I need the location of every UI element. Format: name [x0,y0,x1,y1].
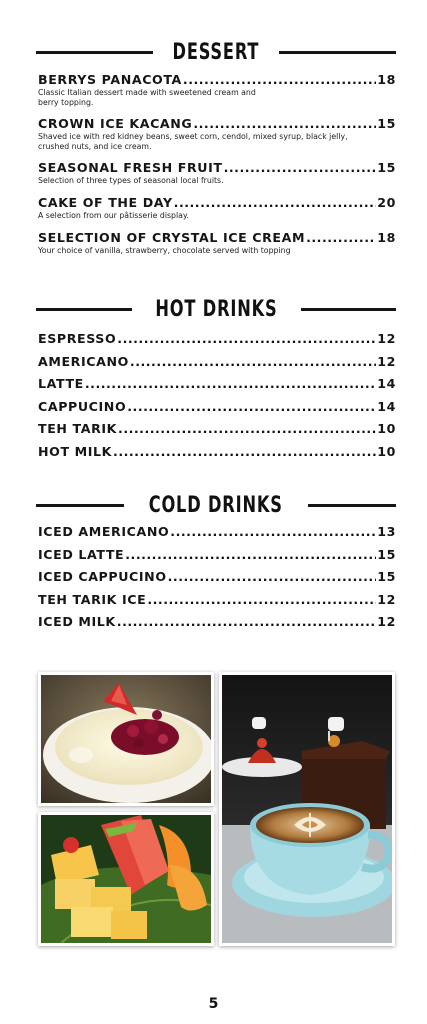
item-name: AMERICANO [38,353,129,369]
menu-item [38,592,396,615]
item-name: SELECTION OF CRYSTAL ICE CREAM [38,229,306,245]
dot-leader [168,569,377,584]
hot-drinks-list [38,331,396,466]
menu-item [38,569,396,592]
dot-leader [117,614,376,629]
menu-item [38,116,396,151]
panacota-photo [38,672,214,806]
item-description: Classic Italian dessert made with sweetened cream and berry topping. [38,88,256,107]
item-price: 20 [377,194,396,210]
menu-item [38,160,396,186]
header-rule-right [301,308,397,311]
hot-drinks-title: HOT DRINKS [154,297,278,322]
item-description: Selection of three types of seasonal local fruits. [38,176,224,186]
item-name: ICED LATTE [38,546,125,562]
item-name: CAKE OF THE DAY [38,194,173,210]
item-price: 14 [377,398,396,414]
menu-item [38,399,396,422]
item-price: 18 [377,72,396,87]
item-name: LATTE [38,376,84,391]
dot-leader [113,444,376,459]
dot-leader [306,230,376,245]
menu-item [38,354,396,377]
menu-item [38,614,396,637]
page-number: 5 [208,996,219,1012]
dessert-title: DESSERT [172,40,260,65]
item-name: BERRYS PANACOTA [38,72,182,87]
item-name: ICED CAPPUCINO [38,569,167,584]
menu-item [38,421,396,444]
menu-item [38,331,396,354]
menu-item [38,72,396,107]
item-price: 12 [377,591,396,607]
fruit-platter-photo [38,812,214,946]
header-rule-left [36,308,132,311]
menu-item [38,230,396,256]
dessert-header [36,40,396,65]
item-name: CAPPUCINO [38,398,127,414]
dot-leader [125,547,376,562]
menu-item [38,524,396,547]
item-price: 15 [377,569,396,584]
dessert-list [38,72,396,255]
item-name: ICED MILK [38,614,116,629]
item-name: ICED AMERICANO [38,524,170,539]
menu-item [38,547,396,570]
hot-drinks-header [36,297,396,322]
item-price: 13 [377,524,396,539]
cold-drinks-header [36,493,396,518]
menu-item [38,195,396,221]
item-name: TEH TARIK ICE [38,591,147,607]
item-price: 10 [377,443,396,459]
dot-leader [118,421,376,436]
dot-leader [183,72,376,87]
item-price: 15 [377,116,396,132]
item-price: 18 [377,229,396,245]
dot-leader [127,399,376,414]
dot-leader [170,524,376,539]
item-price: 12 [377,614,396,629]
item-name: HOT MILK [38,443,113,459]
item-name: CROWN ICE KACANG [38,116,193,132]
dot-leader [117,331,376,346]
dot-leader [193,116,376,131]
header-rule-left [36,51,153,54]
item-price: 15 [377,160,396,176]
item-price: 15 [377,546,396,562]
item-description: Your choice of vanilla, strawberry, chocolate served with topping [38,245,291,255]
dot-leader [147,592,376,607]
item-price: 14 [377,376,396,391]
latte-and-cake-photo [219,672,395,946]
item-name: ESPRESSO [38,331,117,346]
dot-leader [130,354,376,369]
dot-leader [85,376,376,391]
item-price: 10 [377,421,396,436]
item-description: A selection from our pâtisserie display. [38,210,189,220]
dot-leader [224,160,377,175]
item-name: SEASONAL FRESH FRUIT [38,160,223,176]
menu-item [38,376,396,399]
item-price: 12 [377,353,396,369]
item-description: Shaved ice with red kidney beans, sweet corn, cendol, mixed syrup, black jelly, crushed nuts, and ice cream. [38,132,348,151]
cold-drinks-list [38,524,396,637]
header-rule-right [308,504,396,507]
item-price: 12 [377,331,396,346]
item-name: TEH TARIK [38,421,118,436]
header-rule-left [36,504,124,507]
dot-leader [174,195,377,210]
header-rule-right [279,51,396,54]
menu-item [38,444,396,467]
cold-drinks-title: COLD DRINKS [148,493,284,518]
